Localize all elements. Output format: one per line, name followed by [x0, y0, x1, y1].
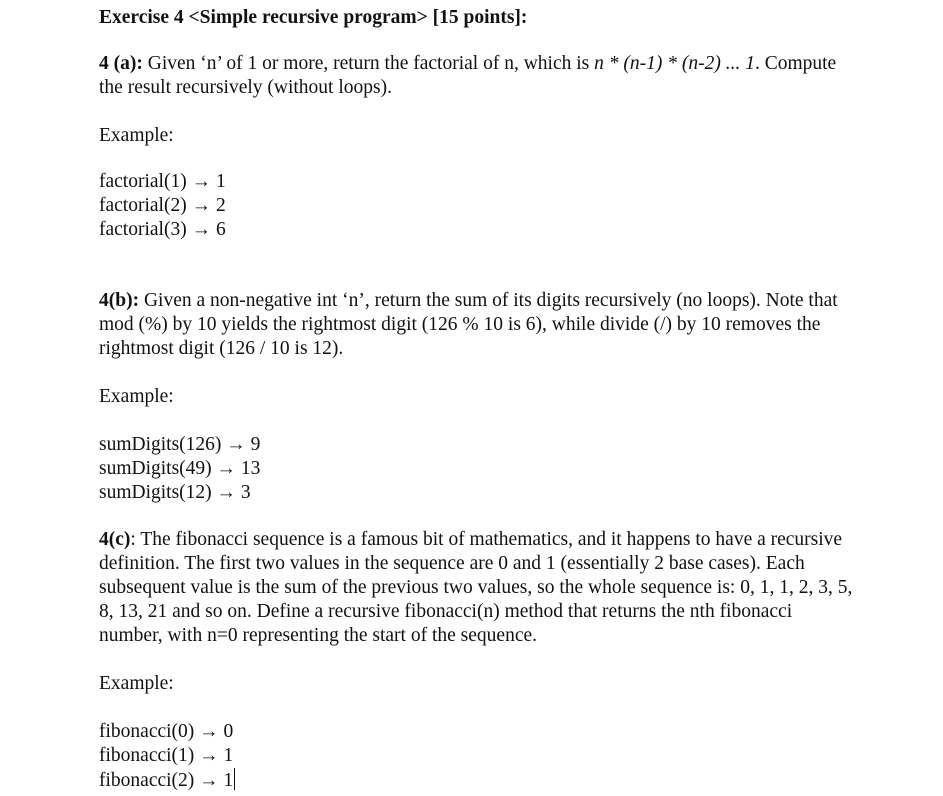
example-line: factorial(3) → 6 — [99, 219, 226, 240]
part-a-text: Given ‘n’ of 1 or more, return the factorial of n, which is — [142, 53, 595, 74]
part-b-label: 4(b): — [99, 290, 140, 311]
part-c-line-4: 8, 13, 21 and so on. Define a recursive fibonacci(n) method that returns the nth fibonacci — [99, 601, 793, 622]
example-line: fibonacci(1) → 1 — [99, 745, 234, 766]
part-c-example-label: Example: — [99, 673, 174, 694]
part-c-line-3: subsequent value is the sum of the previous two values, so the whole sequence is: 0, 1, 1, 2, 3, 5, — [99, 577, 853, 598]
part-a-line-2: the result recursively (without loops). — [99, 77, 392, 98]
part-a-formula: n * (n-1) * (n-2) ... 1 — [594, 53, 755, 74]
example-line-text: fibonacci(2) → 1 — [99, 770, 234, 791]
example-line: sumDigits(126) → 9 — [99, 434, 261, 455]
part-c-text: : The fibonacci sequence is a famous bit of mathematics, and it happens to have a recursive — [130, 529, 843, 550]
part-c-line-1 — [99, 528, 842, 552]
example-line: fibonacci(0) → 0 — [99, 721, 234, 742]
part-b-text: Given a non-negative int ‘n’, return the sum of its digits recursively (no loops). Note that — [139, 290, 838, 311]
part-c-label: 4(c) — [99, 529, 131, 550]
example-line: sumDigits(12) → 3 — [99, 482, 251, 503]
part-c-line-5: number, with n=0 representing the start of the sequence. — [99, 625, 537, 646]
part-b-line-1 — [99, 289, 838, 313]
part-a-label: 4 (a): — [99, 53, 143, 74]
part-a-line-1 — [99, 52, 836, 76]
part-a-example-label: Example: — [99, 125, 174, 146]
example-line: factorial(1) → 1 — [99, 171, 226, 192]
part-b-example-label: Example: — [99, 386, 174, 407]
example-line: factorial(2) → 2 — [99, 195, 226, 216]
exercise-title: Exercise 4 <Simple recursive program> [15 points]: — [99, 7, 528, 28]
part-c-line-2: definition. The first two values in the sequence are 0 and 1 (essentially 2 base cases). Each — [99, 553, 805, 574]
text-cursor — [234, 768, 235, 790]
part-b-line-3: rightmost digit (126 / 10 is 12). — [99, 338, 344, 359]
part-b-line-2: mod (%) by 10 yields the rightmost digit (126 % 10 is 6), while divide (/) by 10 removes the — [99, 314, 821, 335]
example-line: sumDigits(49) → 13 — [99, 458, 261, 479]
part-a-text-end: . Compute — [754, 53, 837, 74]
example-line-last[interactable] — [99, 768, 235, 793]
